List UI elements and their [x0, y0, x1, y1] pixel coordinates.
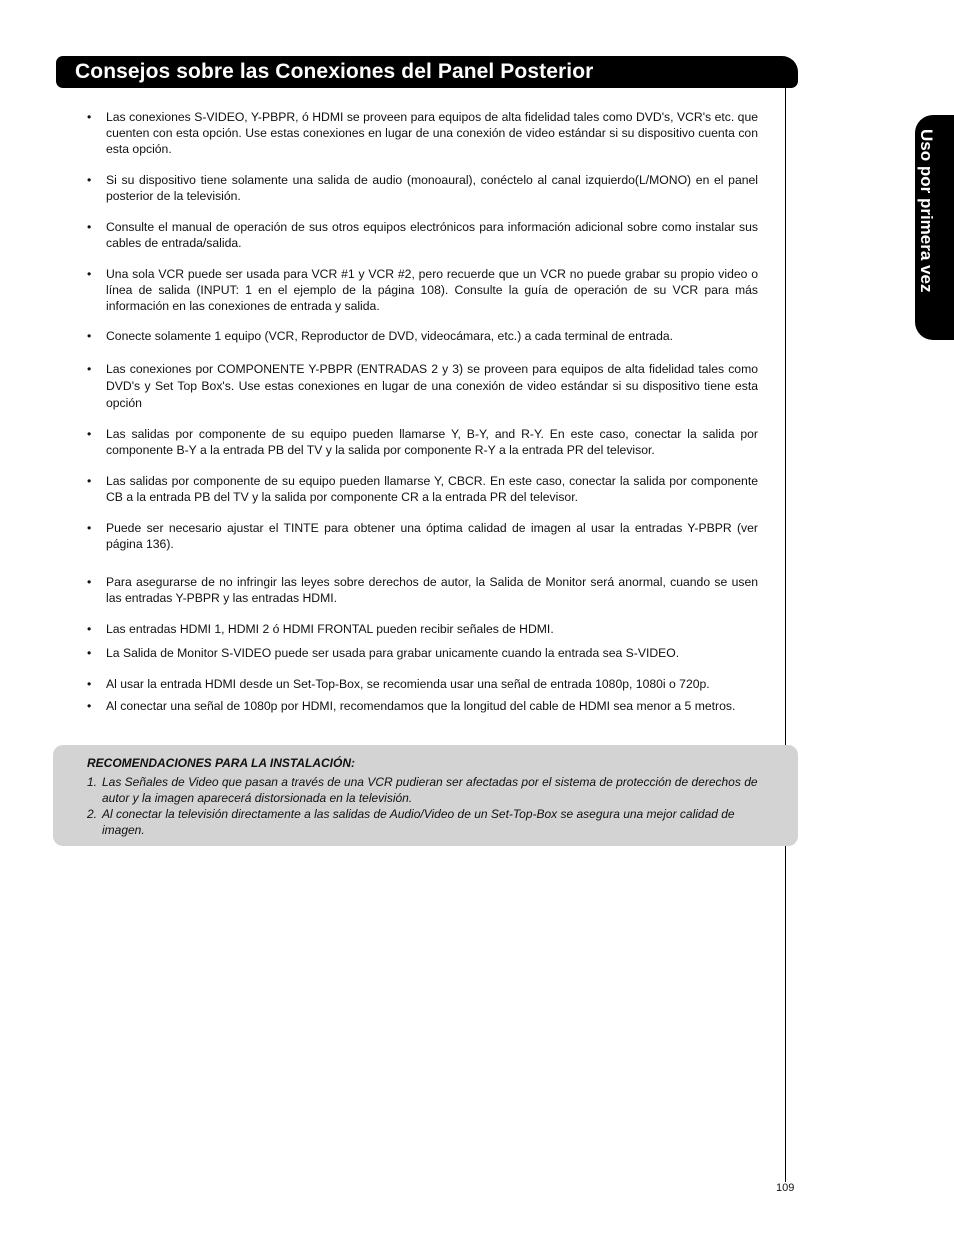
- bullet-item: [86, 219, 758, 251]
- bullet-text: Si su dispositivo tiene solamente una salida de audio (monoaural), conéctelo al canal izquierdo(L/MONO) en el panel posterior de la televisión.: [106, 173, 758, 203]
- bullet-text: La Salida de Monitor S-VIDEO puede ser usada para grabar unicamente cuando la entrada sea S-VIDEO.: [106, 646, 680, 660]
- note-text: Al conectar la televisión directamente a las salidas de Audio/Video de un Set-Top-Box se asegura una mejor calidad de imagen.: [102, 807, 735, 837]
- bullet-dot: •: [87, 575, 92, 589]
- bullet-dot: •: [87, 329, 92, 343]
- note-text: Las Señales de Video que pasan a través de una VCR pudieran ser afectadas por el sistema de protección de derechos de autor y la imagen aparecerá distorsionada en la televisión.: [102, 775, 758, 805]
- bullet-dot: •: [87, 267, 92, 281]
- bullet-item: [86, 361, 758, 412]
- bullet-text: Al conectar una señal de 1080p por HDMI, recomendamos que la longitud del cable de HDMI sea menor a 5 metros.: [106, 699, 736, 713]
- bullet-dot: •: [87, 646, 92, 660]
- bullet-dot: •: [87, 622, 92, 636]
- bullet-dot: •: [87, 521, 92, 535]
- bullet-text: Las conexiones S-VIDEO, Y-PBPR, ó HDMI se proveen para equipos de alta fidelidad tales como DVD's, VCR's etc. que cuenten con esta opción. Use estas conexiones en lugar de una conexión de video estándar si su dispositivo cuenta con esta opción.: [106, 110, 758, 156]
- bullet-dot: •: [87, 173, 92, 187]
- note-number: 2.: [87, 807, 98, 821]
- bullet-dot: •: [87, 474, 92, 488]
- bullet-item: [86, 473, 758, 505]
- bullet-item: [86, 328, 758, 344]
- bullet-dot: •: [87, 220, 92, 234]
- side-tab-label: Uso por primera vez: [917, 129, 936, 293]
- side-tab: [915, 115, 954, 340]
- bullet-dot: •: [87, 362, 92, 376]
- bullet-dot: •: [87, 427, 92, 441]
- page-number: 109: [776, 1182, 795, 1194]
- bullet-dot: •: [87, 110, 92, 124]
- bullet-item: [86, 266, 758, 314]
- note-number: 1.: [87, 775, 98, 789]
- bullet-item: [86, 426, 758, 458]
- bullet-text: Las salidas por componente de su equipo pueden llamarse Y, B-Y, and R-Y. En este caso, conectar la salida por componente B-Y a la entrada PB del TV y la salida por componente R-Y a la entrada PR del televisor.: [106, 427, 758, 457]
- bullet-item: [86, 520, 758, 552]
- bullet-text: Las salidas por componente de su equipo pueden llamarse Y, CBCR. En este caso, conectar la salida por componente CB a la entrada PB del TV y la salida por componente CR a la entrada PR del televisor.: [106, 474, 758, 504]
- bullet-text: Una sola VCR puede ser usada para VCR #1 y VCR #2, pero recuerde que un VCR no puede grabar su propio video o línea de salida (INPUT: 1 en el ejemplo de la página 108). Consulte la guía de operación de su VCR para más información en las conexiones de entrada y salida.: [106, 267, 758, 313]
- bullet-item: [86, 109, 758, 157]
- bullet-text: Para asegurarse de no infringir las leyes sobre derechos de autor, la Salida de Monitor será anormal, cuando se usen las entradas Y-PBPR y las entradas HDMI.: [106, 575, 758, 605]
- margin-rule: [785, 88, 786, 1182]
- bullet-item: [86, 645, 758, 661]
- bullet-item: [86, 172, 758, 204]
- bullet-text: Puede ser necesario ajustar el TINTE para obtener una óptima calidad de imagen al usar la entradas Y-PBPR (ver página 136).: [106, 521, 758, 551]
- note-item: [87, 806, 759, 838]
- bullet-item: [86, 676, 776, 692]
- installation-notes-box: [53, 745, 798, 846]
- bullet-dot: •: [87, 677, 92, 691]
- bullet-text: Al usar la entrada HDMI desde un Set-Top-Box, se recomienda usar una señal de entrada 1080p, 1080i o 720p.: [106, 677, 710, 691]
- bullet-text: Consulte el manual de operación de sus otros equipos electrónicos para información adicional sobre como instalar sus cables de entrada/salida.: [106, 220, 758, 250]
- notes-title: RECOMENDACIONES PARA LA INSTALACIÓN:: [87, 756, 355, 770]
- bullet-item: [86, 621, 758, 637]
- bullet-item: [86, 574, 758, 606]
- page-title: Consejos sobre las Conexiones del Panel Posterior: [75, 60, 594, 83]
- note-item: [87, 774, 759, 806]
- bullet-text: Las entradas HDMI 1, HDMI 2 ó HDMI FRONTAL pueden recibir señales de HDMI.: [106, 622, 554, 636]
- section-header-bar: [56, 56, 798, 88]
- bullet-text: Las conexiones por COMPONENTE Y-PBPR (ENTRADAS 2 y 3) se proveen para equipos de alta fidelidad tales como DVD's y Set Top Box's. Use estas conexiones en lugar de una conexión de video estándar si su dispositivo tiene esta opción: [106, 362, 758, 410]
- bullet-text: Conecte solamente 1 equipo (VCR, Reproductor de DVD, videocámara, etc.) a cada terminal de entrada.: [106, 329, 674, 343]
- bullet-item: [86, 697, 751, 715]
- bullet-dot: •: [87, 699, 92, 713]
